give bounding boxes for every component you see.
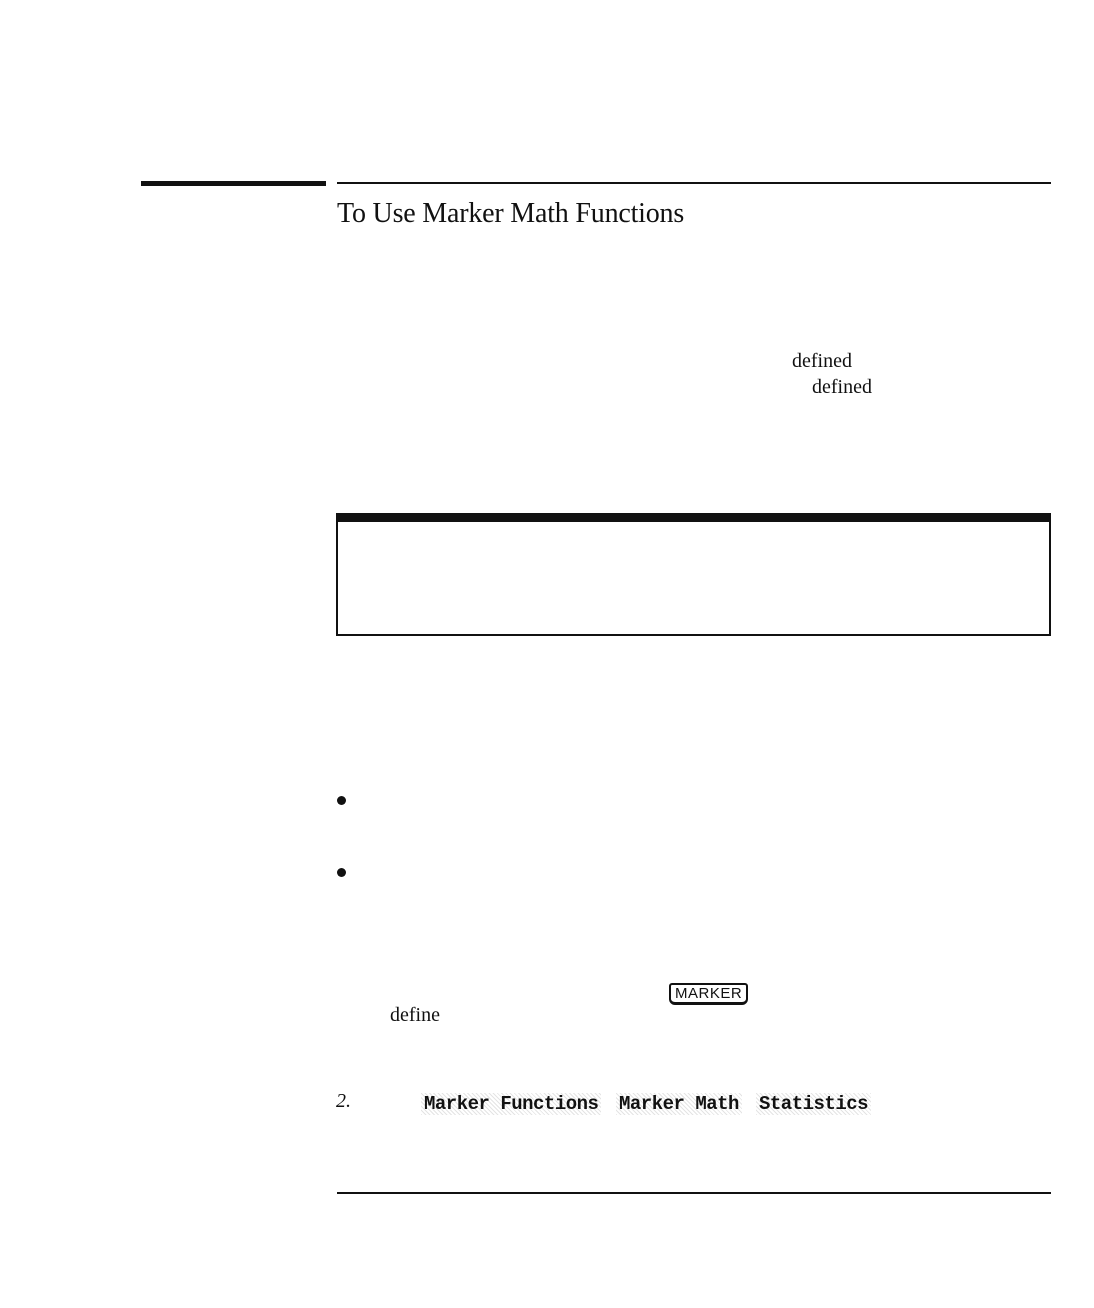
bullet-icon <box>337 796 346 805</box>
softkey-marker-math[interactable]: Marker Math <box>616 1093 742 1115</box>
bullet-icon <box>337 868 346 877</box>
word-define: define <box>390 1004 440 1026</box>
section-rule-thin <box>337 182 1051 184</box>
softkey-marker-functions[interactable]: Marker Functions <box>421 1093 601 1115</box>
section-rule-thick <box>141 181 326 186</box>
word-defined: defined <box>812 376 872 398</box>
footer-rule <box>337 1192 1051 1194</box>
page-title: To Use Marker Math Functions <box>337 198 685 229</box>
softkey-statistics[interactable]: Statistics <box>756 1093 871 1115</box>
note-box <box>336 513 1051 636</box>
step-number: 2. <box>336 1090 351 1112</box>
word-defined: defined <box>792 350 852 372</box>
marker-key[interactable]: MARKER <box>669 983 748 1005</box>
